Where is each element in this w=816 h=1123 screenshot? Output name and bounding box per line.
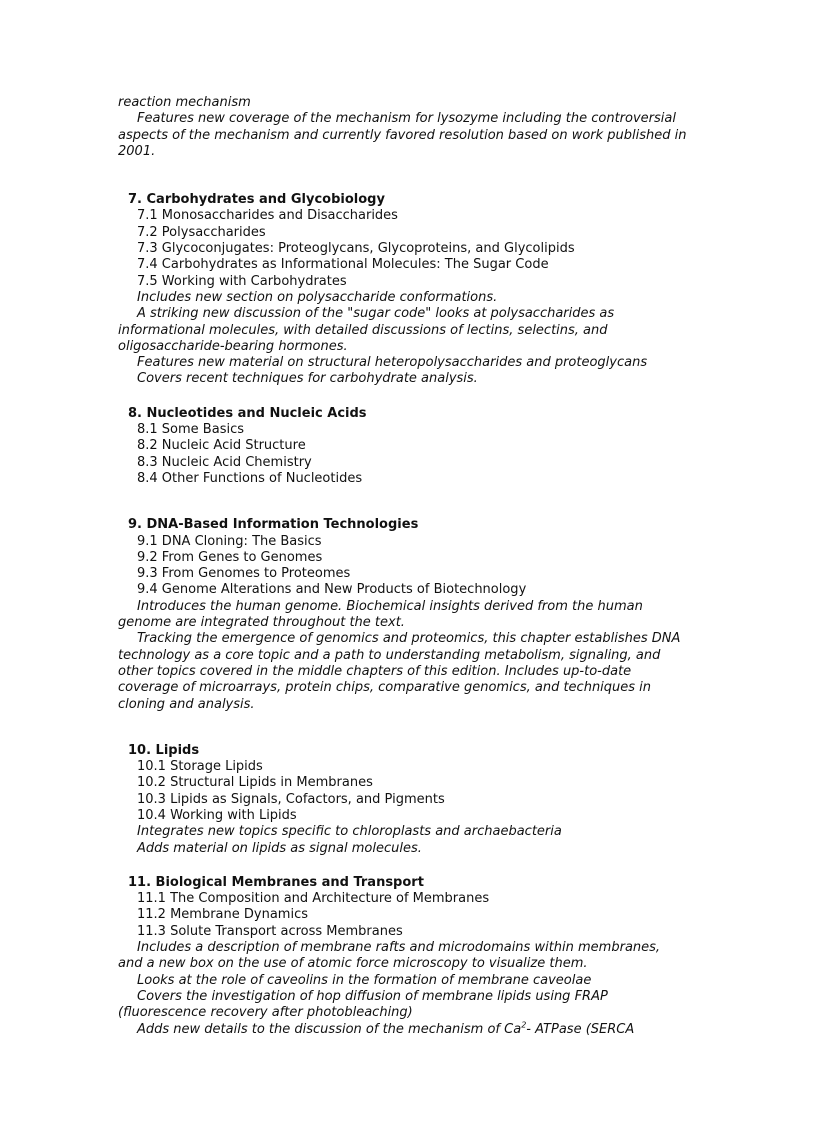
section-item: 9.2 From Genes to Genomes xyxy=(137,549,323,565)
section-item: 9.1 DNA Cloning: The Basics xyxy=(137,533,322,549)
note-line: Features new material on structural heteropolysaccharides and proteoglycans xyxy=(137,355,648,371)
section-item: 7.5 Working with Carbohydrates xyxy=(137,273,347,289)
section-item: 11.2 Membrane Dynamics xyxy=(137,907,308,923)
note-line: oligosaccharide-bearing hormones. xyxy=(118,338,348,354)
section-item: 7.3 Glycoconjugates: Proteoglycans, Glycoproteins, and Glycolipids xyxy=(137,241,575,257)
chapter-heading: 8. Nucleotides and Nucleic Acids xyxy=(128,405,367,421)
chapter-heading: 11. Biological Membranes and Transport xyxy=(128,874,424,890)
note-line: genome are integrated throughout the text. xyxy=(118,615,405,631)
section-item: 8.4 Other Functions of Nucleotides xyxy=(137,470,363,486)
note-line: Includes a description of membrane rafts and microdomains within membranes, xyxy=(137,940,661,956)
section-item: 7.1 Monosaccharides and Disaccharides xyxy=(137,208,398,224)
section-item: 11.1 The Composition and Architecture of Membranes xyxy=(137,891,490,907)
intro-line: reaction mechanism xyxy=(118,95,251,110)
note-line: Looks at the role of caveolins in the formation of membrane caveolae xyxy=(137,972,592,988)
note-line: coverage of microarrays, protein chips, comparative genomics, and techniques in xyxy=(118,680,652,696)
section-item: 7.4 Carbohydrates as Informational Molecules: The Sugar Code xyxy=(137,257,549,273)
note-line: Covers the investigation of hop diffusion of membrane lipids using FRAP xyxy=(137,988,608,1004)
section-item: 8.3 Nucleic Acid Chemistry xyxy=(137,454,312,470)
section-item: 10.4 Working with Lipids xyxy=(137,807,297,823)
note-line: informational molecules, with detailed discussions of lectins, selectins, and xyxy=(118,322,608,338)
section-item: 8.2 Nucleic Acid Structure xyxy=(137,438,306,454)
section-item: 10.1 Storage Lipids xyxy=(137,759,263,775)
note-text: - ATPase (SERCA xyxy=(526,1021,635,1037)
note-line: Introduces the human genome. Biochemical insights derived from the human xyxy=(137,598,643,614)
section-item: 7.2 Polysaccharides xyxy=(137,224,266,240)
section-item: 10.2 Structural Lipids in Membranes xyxy=(137,775,373,791)
note-line: Integrates new topics specific to chloroplasts and archaebacteria xyxy=(137,824,562,840)
note-text: Adds new details to the discussion of the mechanism of Ca xyxy=(137,1021,522,1037)
section-item: 9.3 From Genomes to Proteomes xyxy=(137,566,351,582)
note-line: Tracking the emergence of genomics and proteomics, this chapter establishes DNA xyxy=(137,631,681,647)
section-item: 8.1 Some Basics xyxy=(137,422,244,438)
document-page xyxy=(118,95,738,1038)
note-line-serca xyxy=(118,1022,738,1038)
note-line: A striking new discussion of the "sugar code" looks at polysaccharides as xyxy=(137,306,615,322)
note-line: Covers recent techniques for carbohydrate analysis. xyxy=(137,371,478,387)
note-line: aspects of the mechanism and currently favored resolution based on work published in xyxy=(118,127,687,143)
note-line: cloning and analysis. xyxy=(118,696,255,712)
note-line: Features new coverage of the mechanism for lysozyme including the controversial xyxy=(137,111,676,127)
note-line: other topics covered in the middle chapters of this edition. Includes up-to-date xyxy=(118,663,632,679)
chapter-heading: 9. DNA-Based Information Technologies xyxy=(128,517,419,533)
note-line: and a new box on the use of atomic force microscopy to visualize them. xyxy=(118,956,588,972)
section-item: 10.3 Lipids as Signals, Cofactors, and Pigments xyxy=(137,791,445,807)
note-line: 2001. xyxy=(118,143,156,159)
section-item: 11.3 Solute Transport across Membranes xyxy=(137,923,403,939)
chapter-heading: 10. Lipids xyxy=(128,742,200,758)
section-item: 9.4 Genome Alterations and New Products of Biotechnology xyxy=(137,582,527,598)
note-line: Includes new section on polysaccharide conformations. xyxy=(137,289,498,305)
note-line: Adds material on lipids as signal molecules. xyxy=(137,840,422,856)
note-line: (fluorescence recovery after photobleaching) xyxy=(118,1005,413,1021)
note-line: technology as a core topic and a path to understanding metabolism, signaling, and xyxy=(118,647,661,663)
superscript-charge: 2 xyxy=(521,1020,527,1030)
chapter-heading: 7. Carbohydrates and Glycobiology xyxy=(128,192,385,208)
